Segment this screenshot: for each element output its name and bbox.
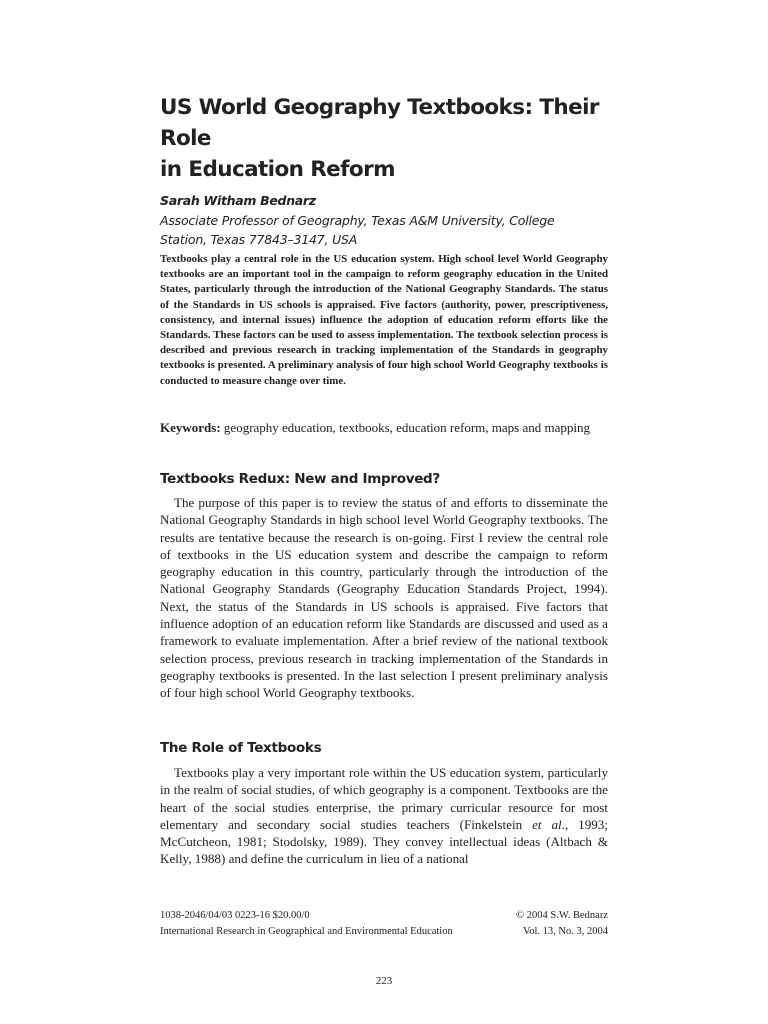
paragraph-text-part2: ., 1993; McCutcheon, 1981; Stodolsky, 1989). They convey intellectual ideas (Altbach & Kelly, 1988) and define the curriculum in lieu of a national [160, 816, 608, 867]
abstract: Textbooks play a central role in the US education system. High school level World Geography textbooks are an important tool in the campaign to reform geography education in the United States, particularly through the introduction of the National Geography Standards. The status of the Standards in US schools is appraised. Five factors (authority, power, prescriptiveness, consistency, and internal issues) influence the adoption of education reform efforts like the Standards. These factors can be used to assess implementation. The textbook selection process is described and previous research in tracking implementation of the Standards in geography textbooks is presented. A preliminary analysis of four high school World Geography textbooks is conducted to measure change over time. [160, 253, 608, 387]
article-title [160, 92, 608, 185]
keywords [160, 419, 608, 437]
author-affiliation [160, 211, 590, 249]
affiliation-line-1: Associate Professor of Geography, Texas A&M University, College [160, 213, 555, 228]
footer-copyright-info [516, 908, 608, 940]
section-paragraph-redux: The purpose of this paper is to review the status of and efforts to disseminate the National Geography Standards in high school level World Geography textbooks. The results are tentative because the research is on-going. First I review the central role of textbooks in the US education system and describe the campaign to reform geography education in this country, particularly through the introduction of the National Geography Standards (Geography Education Standards Project, 1994). Next, the status of the Standards in US schools is appraised. Five factors that influence adoption of an education reform like Standards are discussed and used as a framework to evaluate implementation. After a brief review of the national textbook selection process, previous research in tracking implementation of the Standards in geography textbooks is presented. In the last selection I present preliminary analysis of four high school World Geography textbooks. [160, 495, 608, 701]
article-page [160, 0, 608, 1024]
keywords-text: geography education, textbooks, education reform, maps and mapping [220, 420, 590, 435]
paragraph-italic-etal: et al [532, 816, 562, 832]
footer-volume: Vol. 13, No. 3, 2004 [523, 926, 608, 937]
footer-copyright: © 2004 S.W. Bednarz [516, 910, 608, 921]
footer-journal-name: International Research in Geographical and Environmental Education [160, 926, 453, 937]
author-name: Sarah Witham Bednarz [160, 193, 316, 208]
keywords-label: Keywords: [160, 420, 221, 435]
page-number: 223 [375, 975, 393, 987]
title-line-1: US World Geography Textbooks: Their Role [160, 95, 599, 151]
footer-publication-info [160, 908, 453, 940]
section-paragraph-role-of-textbooks [160, 764, 608, 868]
affiliation-line-2: Station, Texas 77843–3147, USA [160, 232, 358, 247]
title-line-2: in Education Reform [160, 157, 395, 182]
section-heading-redux: Textbooks Redux: New and Improved? [160, 471, 440, 487]
footer-issn: 1038-2046/04/03 0223-16 $20.00/0 [160, 910, 310, 921]
paragraph-text-part1: Textbooks play a very important role within the US education system, particularly in the realm of social studies, of which geography is a component. Textbooks are the heart of the social studies enterprise, the primary curricular resource for most elementary and secondary social studies teachers (Finkelstein [160, 765, 608, 832]
section-heading-role-of-textbooks: The Role of Textbooks [160, 740, 322, 756]
